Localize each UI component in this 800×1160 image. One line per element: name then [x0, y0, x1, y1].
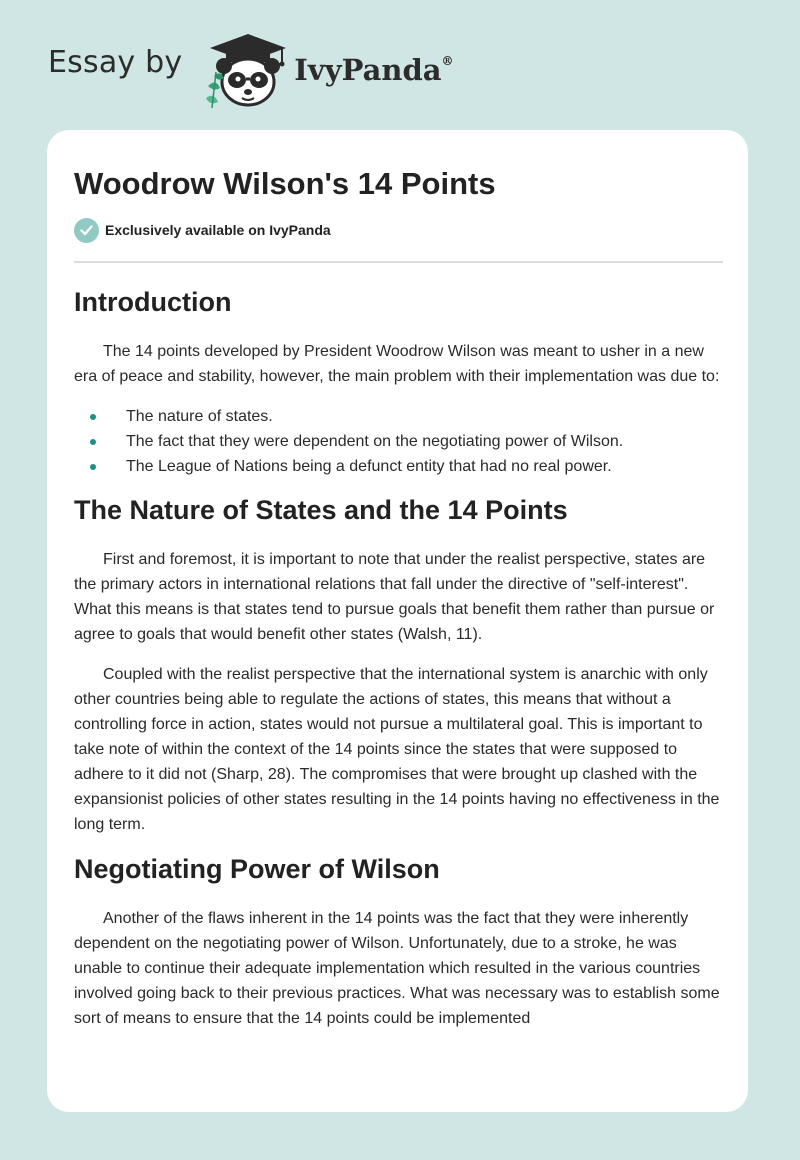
list-item: The League of Nations being a defunct entity that had no real power.	[74, 454, 722, 479]
list-item: The fact that they were dependent on the negotiating power of Wilson.	[74, 429, 722, 454]
page-title: Woodrow Wilson's 14 Points	[74, 166, 496, 201]
bullet-icon	[90, 414, 96, 420]
paragraph: Coupled with the realist perspective that the international system is anarchic with only other countries being able to regulate the actions of states, this means that without a controlling force in action, states would not pursue a multilateral goal. This is important to take note of within the context of the 14 points since the states that were supposed to adhere to it did not (Sharp, 28). The compromises that were brought up clashed with the expansionist policies of other states resulting in the 14 points having no effectiveness in the long term.	[74, 666, 720, 833]
bullet-icon	[90, 439, 96, 445]
registered-mark: ®	[441, 54, 454, 69]
list-item: The nature of states.	[74, 404, 722, 429]
site-header	[48, 28, 548, 112]
badge-label: Exclusively available on IvyPanda	[105, 222, 331, 238]
paragraph: The 14 points developed by President Woodrow Wilson was meant to usher in a new era of peace and stability, however, the main problem with their implementation was due to:	[74, 343, 720, 385]
article-card	[47, 130, 748, 1112]
paragraph: Another of the flaws inherent in the 14 points was the fact that they were inherently dependent on the negotiating power of Wilson. Unfortunately, due to a stroke, he was unable to continue their adequate implementation which resulted in the various countries involved going back to their previous practices. What was necessary was to establish some sort of means to ensure that the 14 points could be implemented	[74, 910, 720, 1027]
divider	[74, 261, 723, 263]
exclusive-badge	[74, 216, 722, 244]
section-nature-of-states	[74, 493, 722, 837]
essay-by-label: Essay by	[48, 44, 183, 80]
section-negotiating-power	[74, 852, 722, 1031]
panda-graduate-icon[interactable]	[196, 28, 292, 112]
bullet-list	[74, 404, 722, 479]
bullet-icon	[90, 464, 96, 470]
section-heading: Negotiating Power of Wilson	[74, 854, 440, 884]
section-heading: Introduction	[74, 287, 232, 317]
section-introduction	[74, 285, 722, 479]
check-circle-icon	[74, 218, 99, 243]
brand-name[interactable]: IvyPanda®	[294, 53, 454, 87]
paragraph: First and foremost, it is important to note that under the realist perspective, states are the primary actors in international relations that fall under the directive of "self-interest". What this means is that states tend to pursue goals that benefit them rather than pursue or agree to goals that would benefit other states (Walsh, 11).	[74, 551, 715, 643]
section-heading: The Nature of States and the 14 Points	[74, 495, 568, 525]
